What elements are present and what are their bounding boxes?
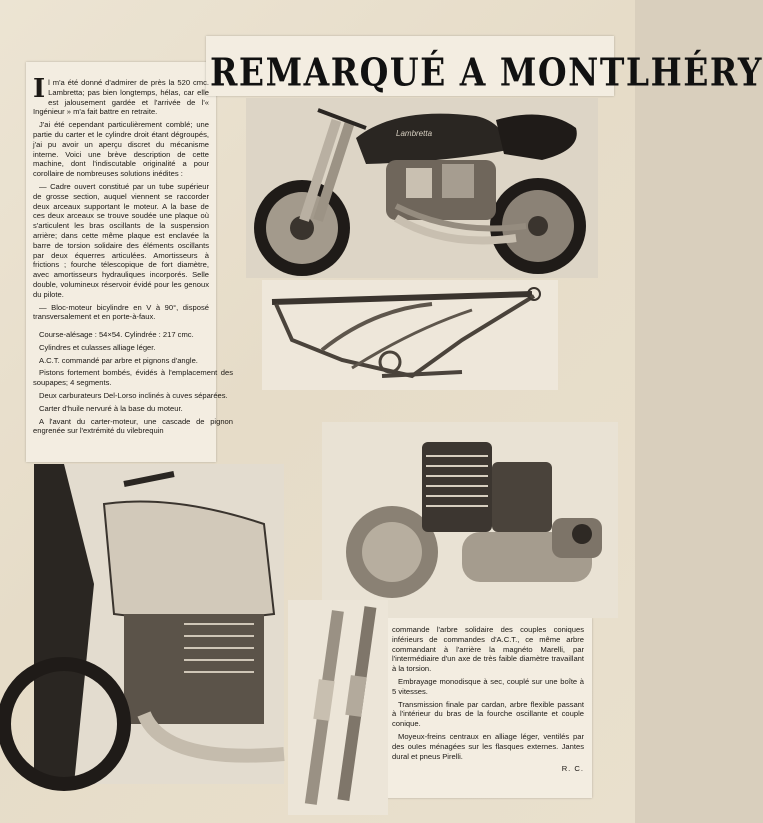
spec-line: A l'avant du carter-moteur, une cascade de pignon engrenée sur l'extrémité du vilebrequin (33, 416, 233, 436)
motorcycle-illustration (246, 98, 598, 278)
engine-illustration (322, 422, 618, 618)
article-text-column-3 (392, 625, 584, 774)
author-signature: R. C. (561, 764, 584, 774)
photo-forks (288, 600, 388, 815)
article-title: REMARQUÉ A MONTLHÉRY (210, 50, 763, 95)
article-text-column-2 (33, 330, 233, 439)
spec-line: A.C.T. commandé par arbre et pignons d'angle. (39, 355, 198, 365)
photo-frame (262, 280, 558, 390)
body-paragraph: Transmission finale par cardan, arbre flexible passant à l'intérieur du bras de la fourche oscillante et couple conique. (392, 699, 584, 729)
photo-motorcycle (246, 98, 598, 278)
frame-illustration (262, 280, 558, 390)
spec-line: Deux carburateurs Del-Lorso inclinés à cuves séparées. (39, 390, 228, 400)
forks-illustration (288, 600, 388, 815)
intro-paragraph: Il m'a été donné d'admirer de près la 520 cmc. Lambretta; pas bien longtemps, hélas, car elle est jalousement gardée et l'arrivée de l'« Ingénieur » m'a fait battre en retraite. (33, 74, 209, 117)
spec-line: Cylindres et culasses alliage léger. (39, 342, 156, 352)
body-paragraph: commande l'arbre solidaire des couples coniques inférieurs de commandes d'A.C.T., ce même arbre commandant à l'arrière la magnéto Marelli, par l'intermédiaire d'un axe de très faible diamètre travaillant à la torsion. (392, 625, 584, 674)
drop-cap: I (33, 74, 46, 104)
body-paragraph: — Bloc-moteur bicylindre en V à 90°, disposé transversalement et en porte-à-faux. (33, 302, 209, 322)
spec-line: Course-alésage : 54×54. Cylindrée : 217 cmc. (39, 330, 194, 339)
body-paragraph: Embrayage monodisque à sec, couplé sur une boîte à 5 vitesses. (392, 676, 584, 696)
body-paragraph: J'ai été cependant particulièrement comblé; une partie du carter et le cylindre droit étant dégroupés, j'ai pu avoir un aperçu discret du mécanisme interne. Voici une brève description de cette machine, dont l'indiscutable originalité a pour corollaire de nombreuses solutions inédites : (33, 120, 209, 179)
photo-engine (322, 422, 618, 618)
photo-closeup (34, 464, 284, 784)
body-paragraph: — Cadre ouvert constitué par un tube supérieur de grosse section, auquel viennent se raccorder deux arceaux supportant le moteur. A la base de ces deux arceaux se trouve soudée une plaque où s'articulent les bras oscillants de la suspension arrière; dans cette même plaque est enclavée la barre de torsion solidaire des éléments oscillants par deux équerres articulées. Amortisseurs à frictions ; fourche télescopique de fort diamètre, avec amortisseurs hydrauliques incorporés. Selle double, volumineux réservoir évidé pour les genoux du pilote. (33, 181, 209, 299)
svg-text:Lambretta: Lambretta (396, 129, 433, 138)
closeup-illustration (34, 464, 284, 784)
body-paragraph: Moyeux-freins centraux en alliage léger, ventilés par des ouïes ménagées sur les flasques externes. Jantes dural et pneus Pirelli. (392, 731, 584, 761)
spec-line: Carter d'huile nervuré à la base du moteur. (39, 403, 183, 413)
article-text-column-1 (33, 74, 209, 325)
spec-line: Pistons fortement bombés, évidés à l'emplacement des soupapes; 4 segments. (33, 368, 233, 388)
